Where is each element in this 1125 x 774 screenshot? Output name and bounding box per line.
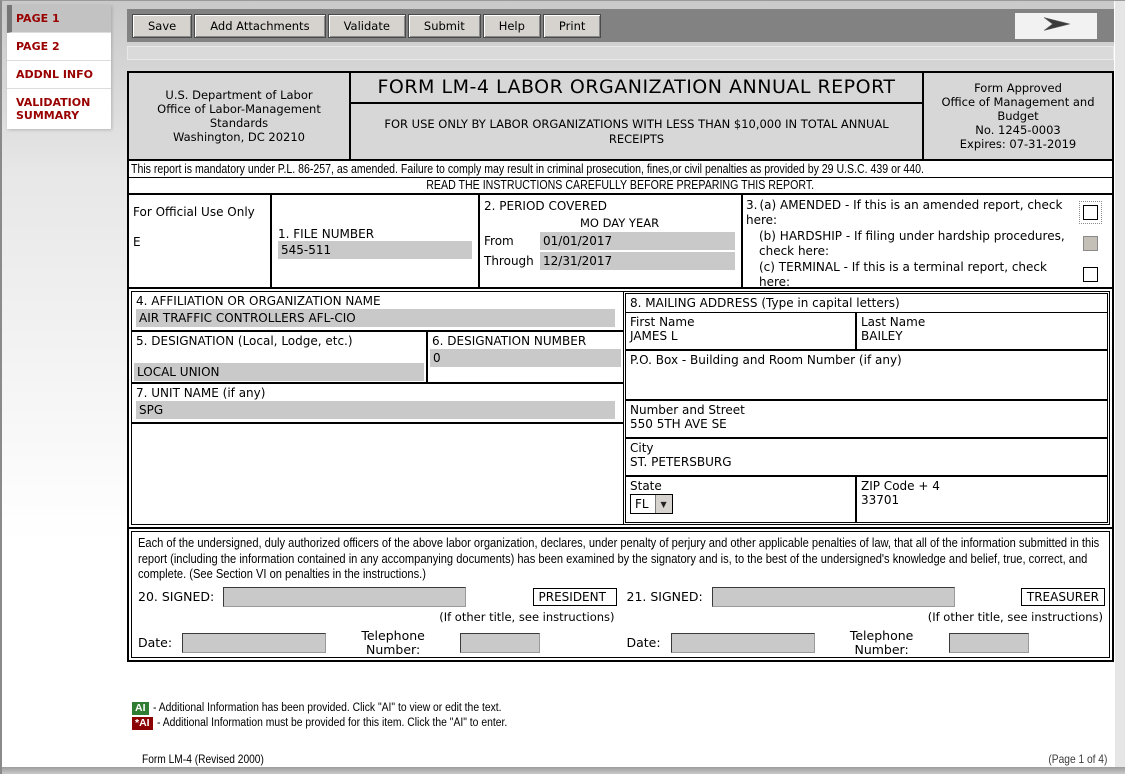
state-label: State xyxy=(630,479,662,493)
president-phone-input[interactable] xyxy=(460,633,540,653)
designation-input[interactable]: LOCAL UNION xyxy=(134,363,424,381)
state-selected-value: FL xyxy=(635,497,649,511)
terminal-label: (c) TERMINAL - If this is a terminal report, check here: xyxy=(759,260,1047,289)
declaration-text: Each of the undersigned, duly authorized officers of the above labor organization, declares, under penalty of perjury and other applicable penalties of law, that all of the information submitted in this report (including the information contained in any accompanying documents) has been examined by the signatory and is, to the best of the undersigned's knowledge and belief, true, correct, and complete. (See Section VI on penalties in the instructions.) xyxy=(138,535,1100,581)
unit-name-input[interactable]: SPG xyxy=(136,401,615,419)
omb-line: Expires: 07-31-2019 xyxy=(959,137,1077,151)
last-name-cell xyxy=(857,313,1107,349)
other-title-note: (If other title, see instructions) xyxy=(439,609,615,624)
period-from-label: From xyxy=(484,234,514,248)
chevron-down-icon[interactable]: ▼ xyxy=(655,495,672,513)
declaration-signature-section xyxy=(129,529,1112,660)
omb-approval-block xyxy=(922,73,1112,159)
sidebar-item-addnl-info[interactable]: ADDNL INFO xyxy=(7,61,111,89)
page-indicator: (Page 1 of 4) xyxy=(1048,752,1107,766)
agency-line: Washington, DC 20210 xyxy=(172,130,305,144)
help-button[interactable]: Help xyxy=(483,14,541,38)
ai-provided-text: - Additional Information has been provided. Click "AI" to view or edit the text. xyxy=(152,702,502,714)
mailing-address-box xyxy=(625,293,1108,523)
form-lm4 xyxy=(127,71,1114,662)
items-4-8-row xyxy=(129,289,1112,529)
unit-name-box xyxy=(132,384,623,424)
ai-legend xyxy=(132,702,546,731)
street-label: Number and Street xyxy=(630,403,745,417)
hardship-checkbox xyxy=(1083,236,1098,251)
omb-line: Form Approved xyxy=(974,81,1062,95)
president-date-label: Date: xyxy=(138,635,173,650)
items-4-7-column xyxy=(132,292,624,524)
form-title: FORM LM-4 LABOR ORGANIZATION ANNUAL REPORT xyxy=(351,73,922,104)
president-date-input[interactable] xyxy=(182,633,326,653)
designation-number-input[interactable]: 0 xyxy=(430,349,621,367)
designation-box xyxy=(132,332,428,382)
period-columns-label: MO DAY YEAR xyxy=(580,216,660,230)
street-cell xyxy=(626,401,1107,439)
designation-number-label: 6. DESIGNATION NUMBER xyxy=(432,334,587,348)
designation-label: 5. DESIGNATION (Local, Lodge, etc.) xyxy=(136,334,353,348)
mailing-address-label: 8. MAILING ADDRESS (Type in capital letters) xyxy=(626,294,1107,313)
amended-label: 3. (a) AMENDED - If this is an amended report, check here: xyxy=(746,198,1063,227)
zip-cell xyxy=(857,477,1107,522)
street-input[interactable]: 550 5TH AVE SE xyxy=(630,417,727,431)
file-number-label: 1. FILE NUMBER xyxy=(278,227,375,241)
horizontal-scrollbar[interactable] xyxy=(2,767,1125,774)
send-button[interactable] xyxy=(1015,13,1097,39)
first-name-input[interactable]: JAMES L xyxy=(630,329,678,343)
form-header xyxy=(129,73,1112,161)
city-input[interactable]: ST. PETERSBURG xyxy=(630,455,732,469)
state-select[interactable] xyxy=(630,494,673,514)
treasurer-date-input[interactable] xyxy=(671,633,815,653)
ai-required-text: - Additional Information must be provided for this item. Click the "AI" to enter. xyxy=(156,716,507,729)
official-use-label: For Official Use Only xyxy=(133,205,255,219)
po-box-label: P.O. Box - Building and Room Number (if any) xyxy=(630,353,902,367)
last-name-input[interactable]: BAILEY xyxy=(861,329,903,343)
signed-21-label: 21. SIGNED: xyxy=(626,589,703,604)
agency-line: Standards xyxy=(209,116,269,130)
ai-required-badge-icon: *AI xyxy=(132,717,153,730)
period-from-input[interactable]: 01/01/2017 xyxy=(540,232,735,250)
submit-button[interactable]: Submit xyxy=(408,14,481,38)
file-number-input[interactable]: 545-511 xyxy=(278,241,472,259)
read-instructions-notice: READ THE INSTRUCTIONS CAREFULLY BEFORE PREPARING THIS REPORT. xyxy=(129,178,1112,195)
save-button[interactable]: Save xyxy=(132,14,192,38)
signed-20-label: 20. SIGNED: xyxy=(138,589,215,604)
amended-checkbox[interactable] xyxy=(1083,205,1098,220)
treasurer-phone-input[interactable] xyxy=(949,633,1029,653)
official-use-value: E xyxy=(133,235,141,249)
designation-number-box xyxy=(428,332,623,382)
president-phone-label: Telephone Number: xyxy=(361,627,425,657)
title-block xyxy=(351,73,922,159)
item-3-cell xyxy=(743,195,1112,287)
president-signature-input[interactable] xyxy=(223,587,466,607)
city-cell xyxy=(626,439,1107,477)
agency-line: U.S. Department of Labor xyxy=(165,88,313,102)
mandatory-notice: This report is mandatory under P.L. 86-257, as amended. Failure to comply may result in criminal prosecution, fines,or civil penalties as provided by 29 U.S.C. 439 or 440. xyxy=(129,161,1112,178)
agency-line: Office of Labor-Management xyxy=(157,102,321,116)
period-covered-label: 2. PERIOD COVERED xyxy=(484,199,608,213)
form-revision-note: Form LM-4 (Revised 2000) xyxy=(142,752,264,766)
sidebar-item-page-1[interactable]: PAGE 1 xyxy=(7,5,111,33)
hardship-label: (b) HARDSHIP - If filing under hardship procedures, check here: xyxy=(759,229,1065,258)
omb-line: Office of Management and xyxy=(941,95,1095,109)
sidebar-item-validation-summary[interactable]: VALIDATION SUMMARY xyxy=(16,96,91,122)
period-through-label: Through xyxy=(484,254,534,268)
official-use-cell xyxy=(129,195,272,287)
zip-input[interactable]: 33701 xyxy=(861,493,900,507)
treasurer-phone-label: Telephone Number: xyxy=(849,627,914,657)
state-cell xyxy=(626,477,857,522)
other-title-note: (If other title, see instructions) xyxy=(927,609,1103,624)
item-3-number: 3. xyxy=(746,198,758,212)
agency-block xyxy=(129,73,351,159)
sidebar-item-page-2[interactable]: PAGE 2 xyxy=(7,33,111,61)
add-attachments-button[interactable]: Add Attachments xyxy=(194,14,325,38)
treasurer-signature-block xyxy=(621,582,1110,657)
omb-line: No. 1245-0003 xyxy=(975,123,1061,137)
ai-provided-badge-icon: AI xyxy=(132,702,149,715)
last-name-label: Last Name xyxy=(861,315,926,329)
terminal-checkbox[interactable] xyxy=(1083,267,1098,282)
unit-name-label: 7. UNIT NAME (if any) xyxy=(136,386,266,400)
period-through-input[interactable]: 12/31/2017 xyxy=(540,252,735,270)
affiliation-input[interactable]: AIR TRAFFIC CONTROLLERS AFL-CIO xyxy=(136,309,615,327)
period-covered-cell xyxy=(480,195,743,287)
file-number-cell xyxy=(272,195,480,287)
po-box-cell xyxy=(626,351,1107,401)
page-nav-sidebar xyxy=(7,5,111,129)
city-label: City xyxy=(630,441,654,455)
affiliation-label: 4. AFFILIATION OR ORGANIZATION NAME xyxy=(136,294,381,308)
omb-line: Budget xyxy=(997,109,1039,123)
status-strip xyxy=(127,46,1114,60)
zip-label: ZIP Code + 4 xyxy=(861,479,940,493)
first-name-label: First Name xyxy=(630,315,695,329)
form-subtitle: FOR USE ONLY BY LABOR ORGANIZATIONS WITH LESS THAN $10,000 IN TOTAL ANNUAL RECEIPTS xyxy=(384,116,889,146)
president-signature-block xyxy=(132,582,621,657)
validate-button[interactable]: Validate xyxy=(328,14,406,38)
president-title-box: PRESIDENT xyxy=(533,588,617,606)
paper-plane-icon xyxy=(1041,15,1071,37)
toolbar xyxy=(127,9,1114,42)
affiliation-box xyxy=(132,292,623,332)
treasurer-signature-input[interactable] xyxy=(712,587,955,607)
first-name-cell xyxy=(626,313,857,349)
treasurer-title-box: TREASURER xyxy=(1021,588,1105,606)
items-1-3-row xyxy=(129,195,1112,289)
treasurer-date-label: Date: xyxy=(626,635,661,650)
vertical-scrollbar[interactable] xyxy=(1114,1,1125,774)
print-button[interactable]: Print xyxy=(543,14,601,38)
